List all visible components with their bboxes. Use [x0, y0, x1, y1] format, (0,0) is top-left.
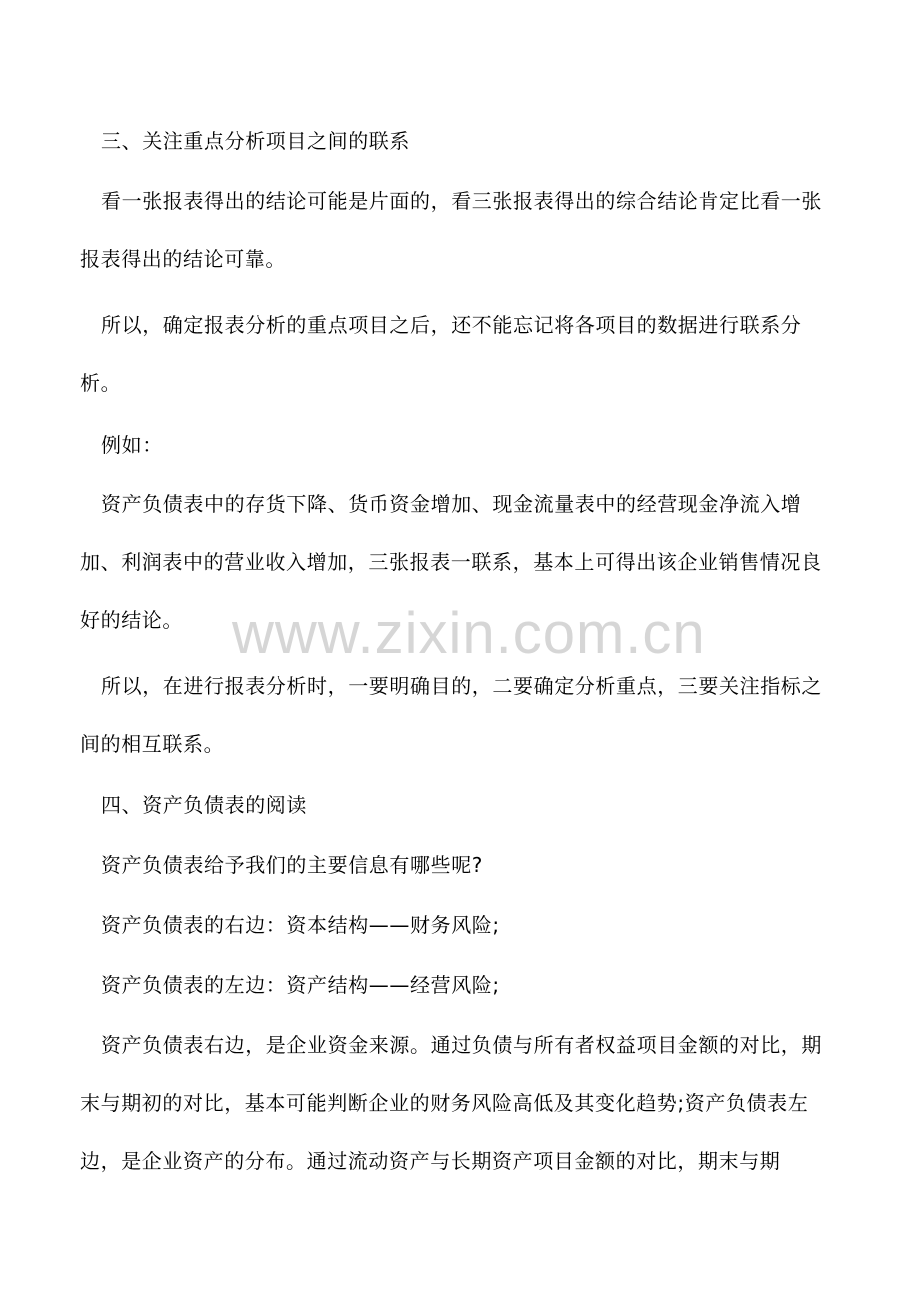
paragraph: 资产负债表的右边：资本结构——财务风险;: [101, 913, 500, 937]
section-heading-3: 三、关注重点分析项目之间的联系: [101, 129, 410, 153]
watermark: www.zixin.com.cn: [232, 601, 706, 666]
paragraph: 资产负债表右边，是企业资金来源。通过负债与所有者权益项目金额的对比，期末与期初的对比，基本可能判断企业的财务风险高低及其变化趋势;资产负债表左边，是企业资产的分布。通过流动资产与长期资产项目金额的对比，期末与期: [80, 1033, 822, 1173]
paragraph: 资产负债表中的存货下降、货币资金增加、现金流量表中的经营现金净流入增加、利润表中的营业收入增加，三张报表一联系，基本上可得出该企业销售情况良好的结论。: [80, 492, 822, 632]
paragraph: 资产负债表的左边：资产结构——经营风险;: [101, 973, 500, 997]
section-heading-4: 四、资产负债表的阅读: [101, 793, 307, 817]
paragraph: 所以，在进行报表分析时，一要明确目的，二要确定分析重点，三要关注指标之间的相互联系。: [80, 674, 822, 756]
paragraph: 所以，确定报表分析的重点项目之后，还不能忘记将各项目的数据进行联系分析。: [80, 313, 802, 395]
paragraph: 看一张报表得出的结论可能是片面的，看三张报表得出的综合结论肯定比看一张报表得出的结论可靠。: [80, 189, 822, 271]
paragraph: 资产负债表给予我们的主要信息有哪些呢?: [101, 853, 484, 877]
paragraph: 例如：: [101, 433, 163, 457]
